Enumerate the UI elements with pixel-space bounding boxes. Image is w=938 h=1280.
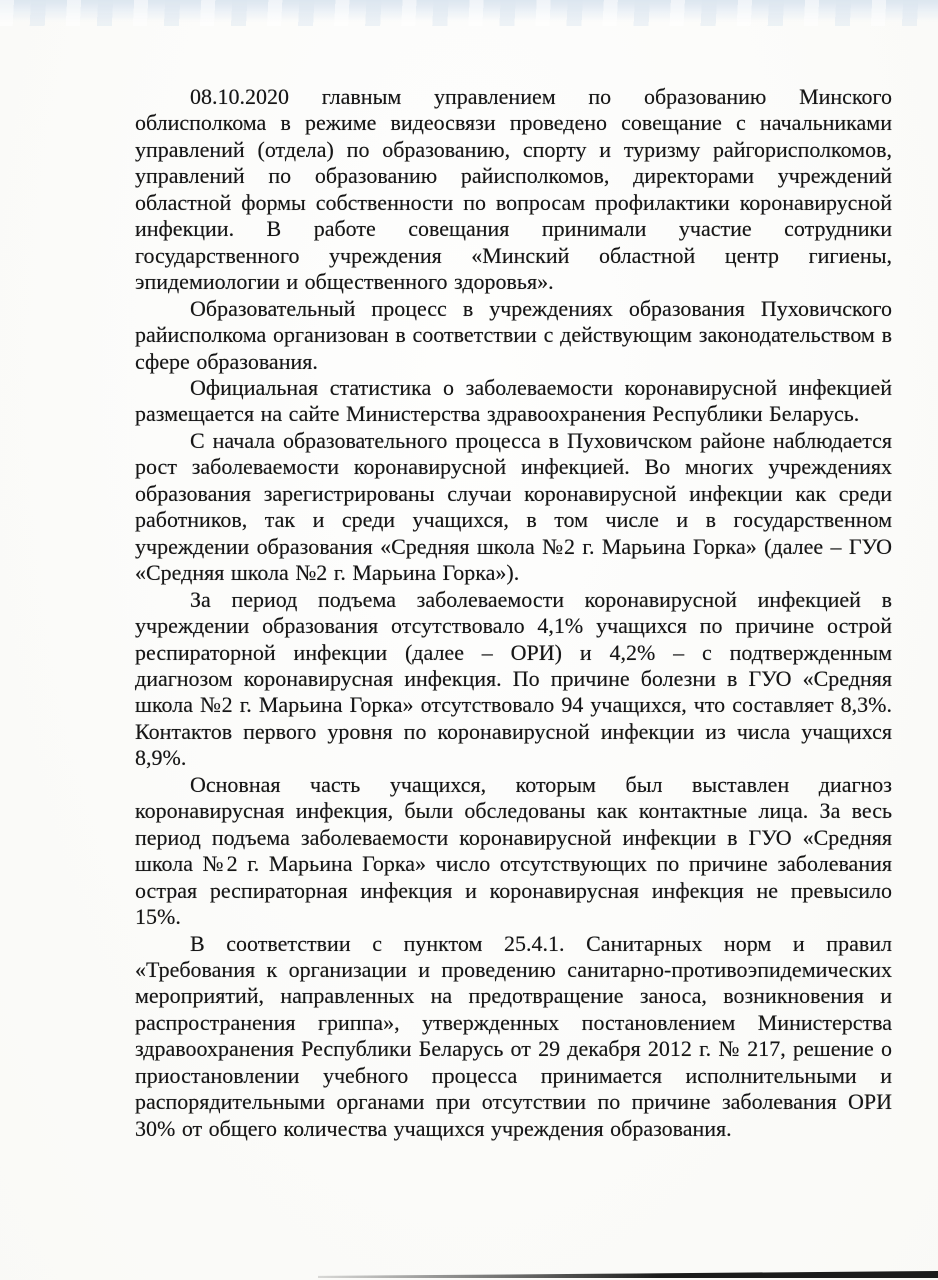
scan-edge-artifact-bottom [318, 1271, 938, 1278]
scan-edge-artifact-top [0, 0, 938, 26]
paragraph-infection-growth: С начала образовательного процесса в Пуховичском районе наблюдается рост заболеваемости коронавирусной инфекцией. Во многих учреждениях образования зарегистрированы случаи коронавирусной инфекции как среди работников, так и среди учащихся, в том числе и в государственном учреждении образования «Средняя школа №2 г. Марьина Горка» (далее – ГУО «Средняя школа №2 г. Марьина Горка»). [135, 427, 892, 586]
paragraph-official-statistics: Официальная статистика о заболеваемости коронавирусной инфекцией размещается на сайте Министерства здравоохранения Республики Беларусь. [135, 374, 892, 427]
paragraph-contact-persons: Основная часть учащихся, которым был выставлен диагноз коронавирусная инфекция, были обследованы как контактные лица. За весь период подъема заболеваемости коронавирусной инфекции в ГУО «Средняя школа №2 г. Марьина Горка» число отсутствующих по причине заболевания острая респираторная инфекция и коронавирусная инфекция не превысило 15%. [135, 771, 892, 930]
paragraph-sanitary-rules: В соответствии с пунктом 25.4.1. Санитарных норм и правил «Требования к организации и проведению санитарно-противоэпидемических мероприятий, направленных на предотвращение заноса, возникновения и распространения гриппа», утвержденных постановлением Министерства здравоохранения Республики Беларусь от 29 декабря 2012 г. № 217, решение о приостановлении учебного процесса принимается исполнительными и распорядительными органами при отсутствии по причине заболевания ОРИ 30% от общего количества учащихся учреждения образования. [135, 930, 892, 1141]
paragraph-education-process: Образовательный процесс в учреждениях образования Пуховичского райисполкома организован в соответствии с действующим законодательством в сфере образования. [135, 295, 892, 374]
document-body-text [135, 84, 892, 1142]
paragraph-absence-statistics: За период подъема заболеваемости коронавирусной инфекцией в учреждении образования отсутствовало 4,1% учащихся по причине острой респираторной инфекции (далее – ОРИ) и 4,2% – с подтвержденным диагнозом коронавирусная инфекция. По причине болезни в ГУО «Средняя школа №2 г. Марьина Горка» отсутствовало 94 учащихся, что составляет 8,3%. Контактов первого уровня по коронавирусной инфекции из числа учащихся 8,9%. [135, 586, 892, 771]
paragraph-video-meeting: 08.10.2020 главным управлением по образованию Минского облисполкома в режиме видеосвязи проведено совещание с начальниками управлений (отдела) по образованию, спорту и туризму райгорисполкомов, управлений по образованию райисполкомов, директорами учреждений областной формы собственности по вопросам профилактики коронавирусной инфекции. В работе совещания принимали участие сотрудники государственного учреждения «Минский областной центр гигиены, эпидемиологии и общественного здоровья». [135, 84, 892, 295]
